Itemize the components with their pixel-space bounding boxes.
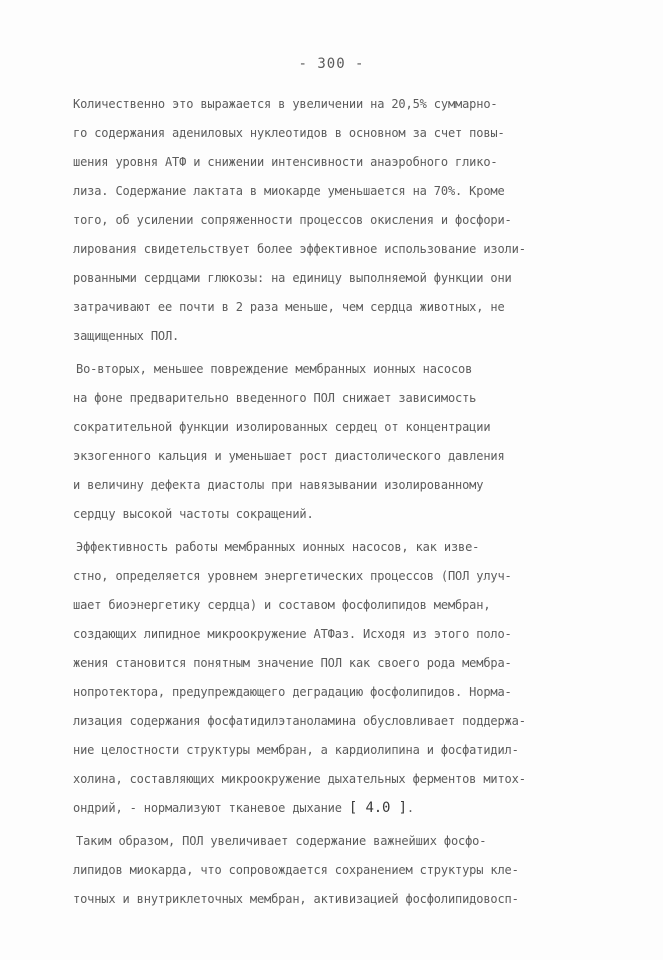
text-line: затрачивают ее почти в 2 раза меньше, чем сердца животных, не bbox=[73, 300, 505, 314]
paragraph-3 bbox=[73, 533, 618, 823]
text-line: лиза. Содержание лактата в миокарде уменьшается на 70%. Кроме bbox=[73, 184, 505, 198]
text-line: Количественно это выражается в увеличении на 20,5% суммарно- bbox=[73, 97, 498, 111]
text-line: стно, определяется уровнем энергетических процессов (ПОЛ улуч- bbox=[73, 569, 512, 583]
text-line: липидов миокарда, что сопровождается сохранением структуры кле- bbox=[73, 863, 519, 877]
text-line: лирования свидетельствует более эффективное использование изоли- bbox=[73, 242, 526, 256]
text-line: Таким образом, ПОЛ увеличивает содержание важнейших фосфо- bbox=[76, 834, 487, 848]
text-line: сократительной функции изолированных сердец от концентрации bbox=[73, 420, 491, 434]
text-line: Эффективность работы мембранных ионных насосов, как изве- bbox=[76, 540, 480, 554]
paragraph-2 bbox=[73, 355, 618, 529]
text-line: точных и внутриклеточных мембран, активизацией фосфолипидовосп- bbox=[73, 892, 519, 906]
text-line: холина, составляющих микроокружение дыхательных ферментов митох- bbox=[73, 772, 526, 786]
page-number: - 300 - bbox=[298, 56, 365, 72]
text-line: нопротектора, предупреждающего деградацию фосфолипидов. Норма- bbox=[73, 685, 512, 699]
body-text bbox=[73, 90, 618, 918]
text-line: го содержания адениловых нуклеотидов в основном за счет повы- bbox=[73, 126, 505, 140]
text-line: жения становится понятным значение ПОЛ как своего рода мембра- bbox=[73, 656, 512, 670]
text-line: того, об усилении сопряженности процессов окисления и фосфори- bbox=[73, 213, 512, 227]
text-line: экзогенного кальция и уменьшает рост диастолического давления bbox=[73, 449, 505, 463]
text-line: ондрий, - нормализуют тканевое дыхание bbox=[73, 801, 342, 815]
paragraph-1 bbox=[73, 90, 618, 351]
text-line: и величину дефекта диастолы при навязывании изолированному bbox=[73, 478, 484, 492]
text-line: создающих липидное микроокружение АТФаз. Исходя из этого поло- bbox=[73, 627, 512, 641]
text-line: шения уровня АТФ и снижении интенсивности анаэробного глико- bbox=[73, 155, 498, 169]
text-line: лизация содержания фосфатидилэтаноламина обусловливает поддержа- bbox=[73, 714, 526, 728]
citation-reference: [ 4.0 ] bbox=[348, 800, 407, 816]
text-line: рованными сердцами глюкозы: на единицу выполняемой функции они bbox=[73, 271, 512, 285]
text-line: шает биоэнергетику сердца) и составом фосфолипидов мембран, bbox=[73, 598, 491, 612]
text-line: Во-вторых, меньшее повреждение мембранных ионных насосов bbox=[76, 362, 473, 376]
text-line: защищенных ПОЛ. bbox=[73, 329, 180, 343]
paragraph-4 bbox=[73, 827, 618, 914]
text-line-with-reference: ондрий, - нормализуют тканевое дыхание [ 4.0 ]. bbox=[73, 800, 414, 816]
text-line: на фоне предварительно введенного ПОЛ снижает зависимость bbox=[73, 391, 477, 405]
text-line: сердцу высокой частоты сокращений. bbox=[73, 507, 314, 521]
text-line: ние целостности структуры мембран, а кардиолипина и фосфатидил- bbox=[73, 743, 519, 757]
